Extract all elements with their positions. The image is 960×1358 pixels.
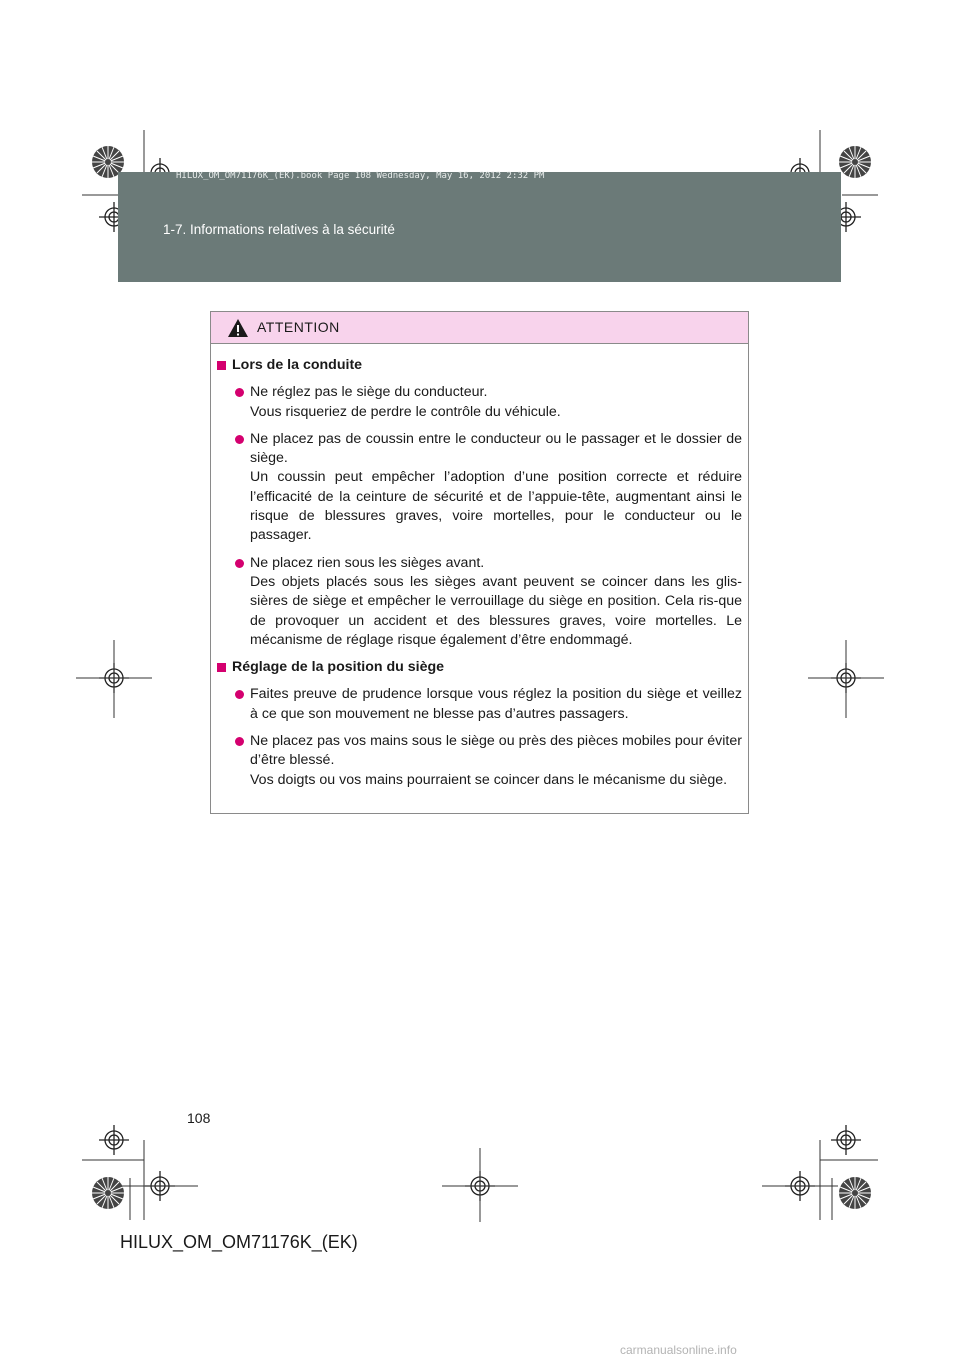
warning-triangle-icon bbox=[227, 318, 249, 338]
round-bullet-icon bbox=[235, 435, 244, 444]
warning-body bbox=[211, 344, 748, 790]
warning-box bbox=[210, 311, 749, 814]
list-item: Faites preuve de prudence lorsque vous réglez la position du siège et veillez à ce que son mouvement ne blesse pas d’autres passagers. bbox=[235, 685, 742, 724]
section-heading: Lors de la conduite bbox=[217, 356, 742, 375]
square-bullet-icon bbox=[217, 663, 226, 672]
watermark: carmanualsonline.info bbox=[620, 1343, 737, 1357]
list-item: Ne placez pas de coussin entre le conducteur ou le passager et le dossier de siège. Un coussin peut empêcher l’adoption d’une position correcte et réduire l’efficacité de la ceinture de sécurité et de l’appuie-tête, augmentant ainsi le risque de blessures graves, voire mortelles, pour le conducteur ou le passager. bbox=[235, 430, 742, 546]
round-bullet-icon bbox=[235, 559, 244, 568]
round-bullet-icon bbox=[235, 737, 244, 746]
square-bullet-icon bbox=[217, 361, 226, 370]
section-title: 1-7. Informations relatives à la sécurité bbox=[163, 222, 395, 237]
round-bullet-icon bbox=[235, 690, 244, 699]
warning-title: ATTENTION bbox=[257, 319, 340, 335]
section-heading: Réglage de la position du siège bbox=[217, 658, 742, 677]
list-item: Ne placez rien sous les sièges avant. Des objets placés sous les sièges avant peuvent se coincer dans les glis-sières de siège et empêcher le verrouillage du siège en position. Cela ris-que de provoquer un accident et des blessures graves, voire mortelles. Le mécanisme de réglage risque également d’être endommagé. bbox=[235, 554, 742, 650]
page-number: 108 bbox=[187, 1110, 211, 1126]
document-code: HILUX_OM_OM71176K_(EK) bbox=[120, 1232, 358, 1252]
print-stamp: HILUX_OM_OM71176K_(EK).book Page 108 Wednesday, May 16, 2012 2:32 PM bbox=[176, 171, 545, 181]
round-bullet-icon bbox=[235, 388, 244, 397]
list-item: Ne placez pas vos mains sous le siège ou près des pièces mobiles pour éviter d’être blessé. Vos doigts ou vos mains pourraient se coincer dans le mécanisme du siège. bbox=[235, 732, 742, 790]
list-item: Ne réglez pas le siège du conducteur. Vous risqueriez de perdre le contrôle du véhicule. bbox=[235, 383, 742, 422]
warning-header bbox=[211, 312, 748, 344]
